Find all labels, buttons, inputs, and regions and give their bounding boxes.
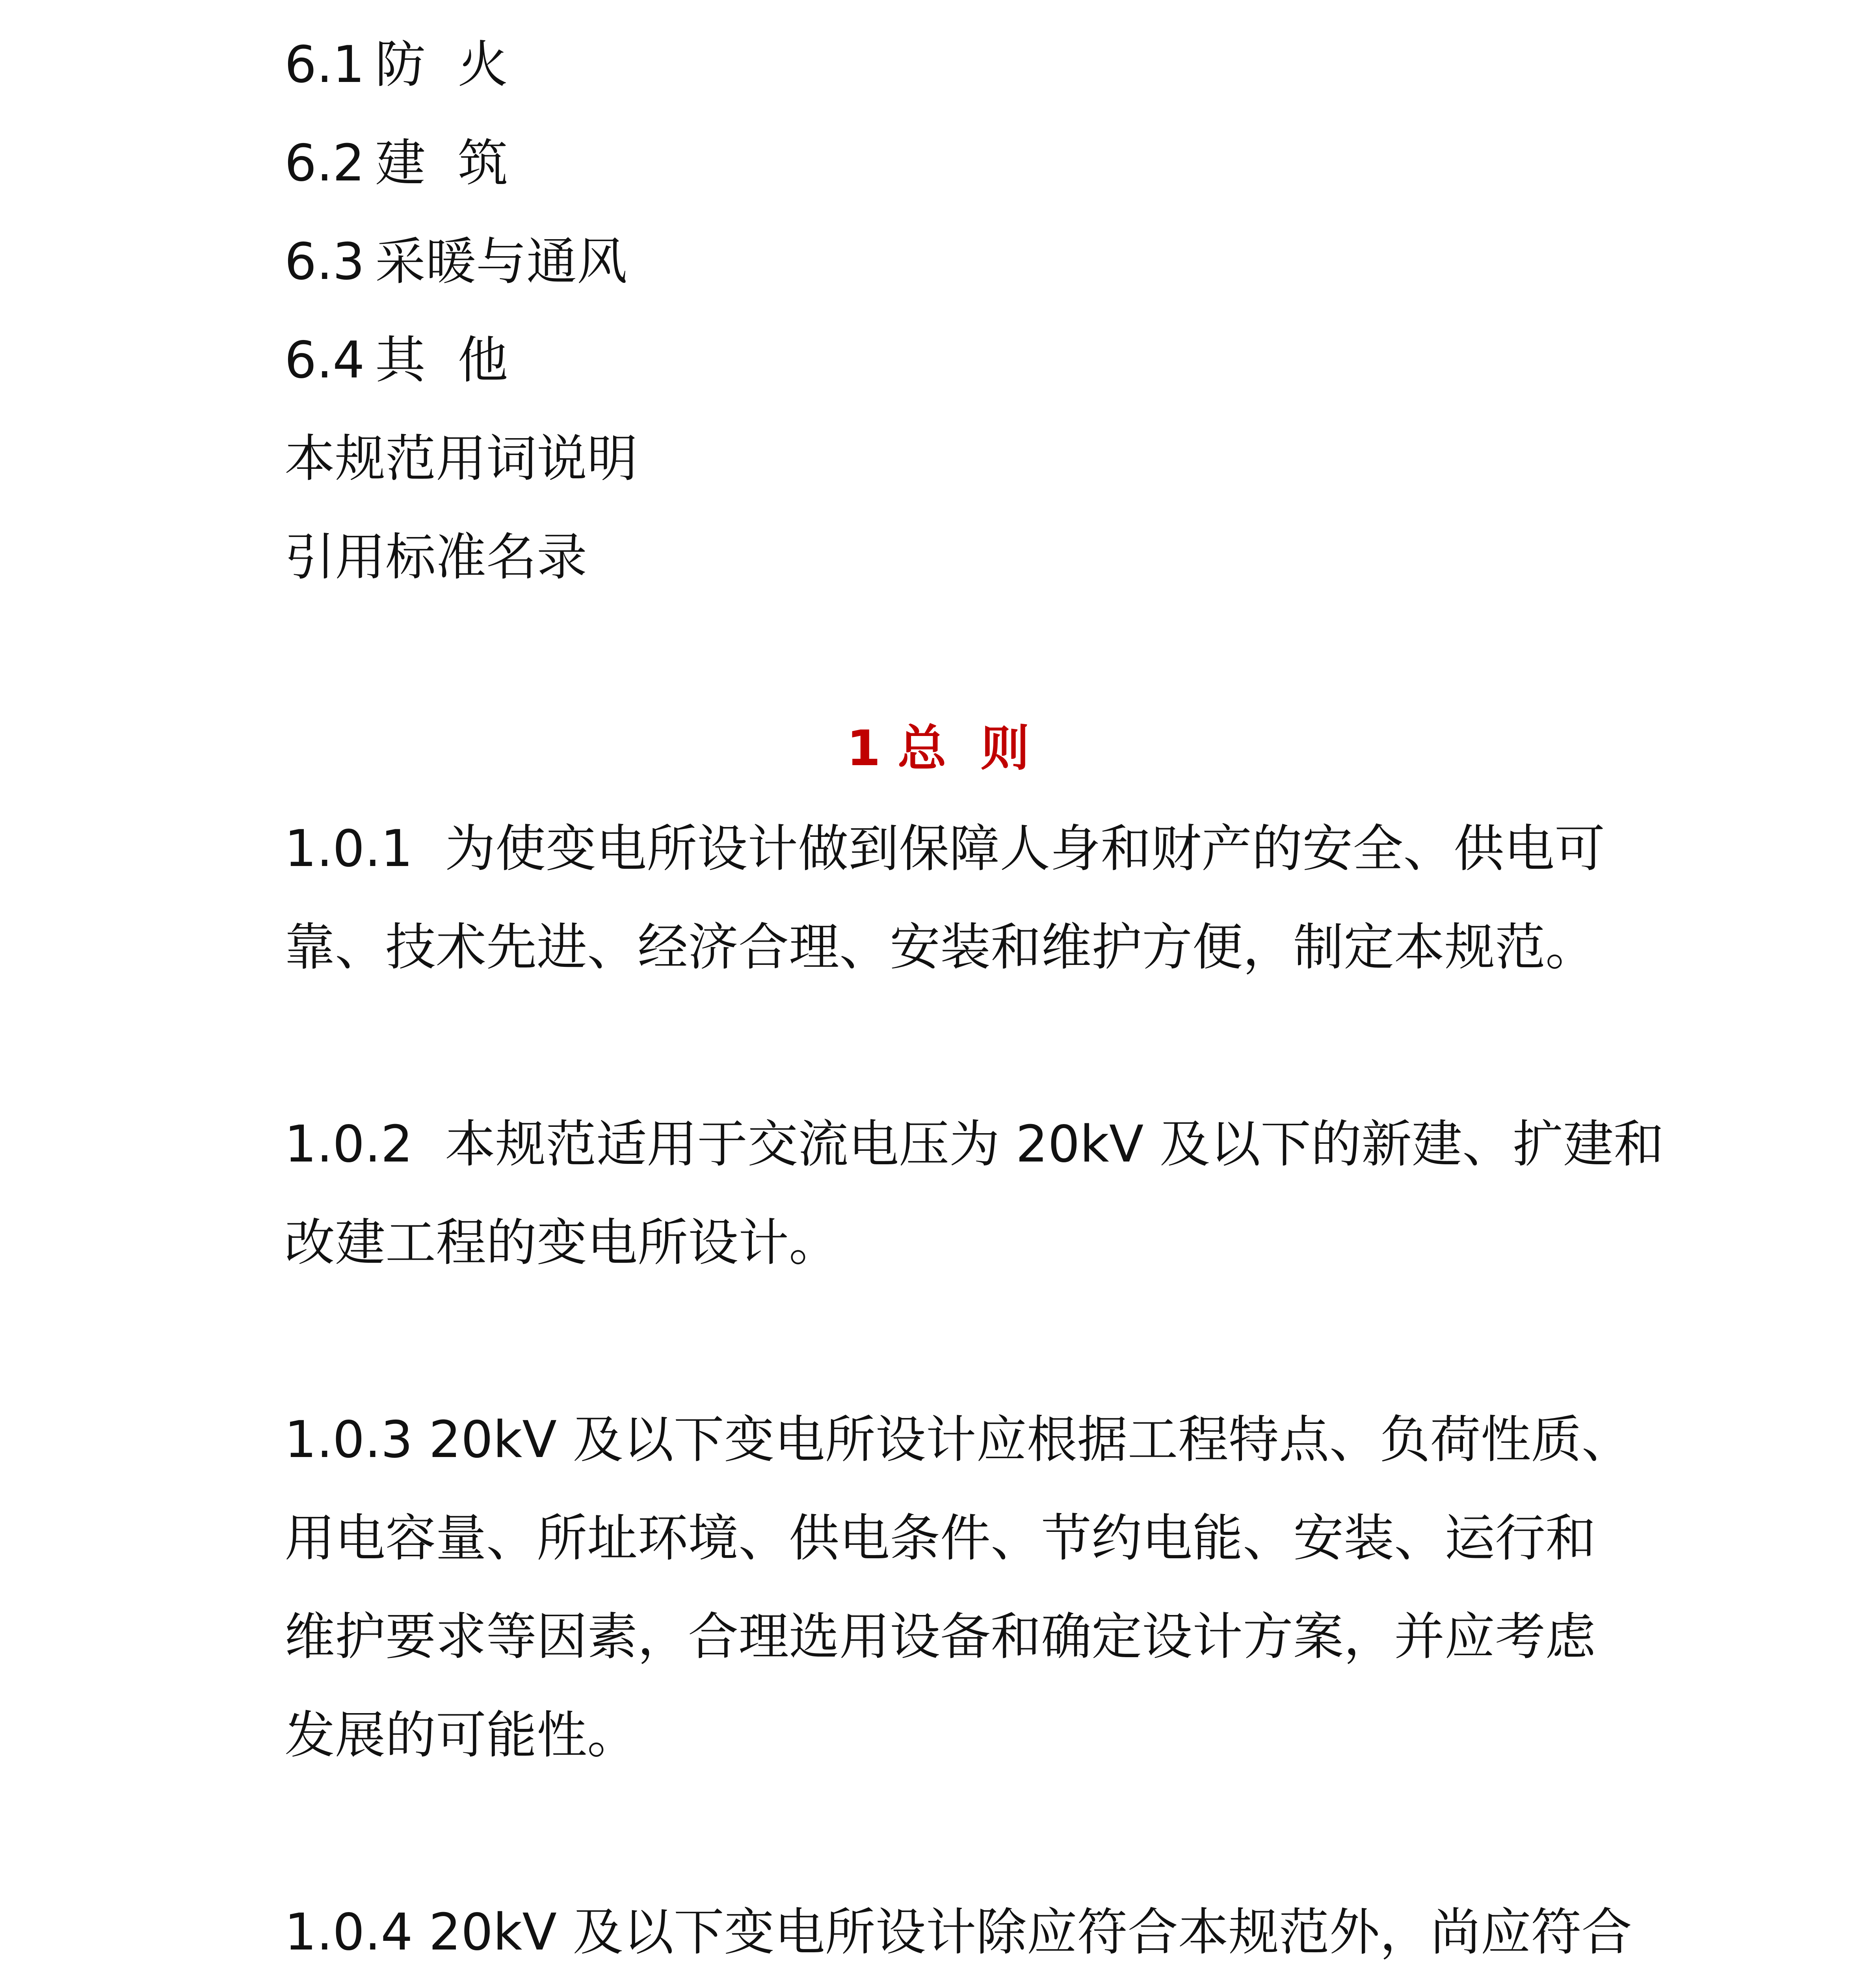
clause-text-line: 1.0.4 20kV 及以下变电所设计除应符合本规范外，尚应符合 <box>284 1903 1632 1962</box>
toc-entry-number: 6.3 <box>284 232 365 291</box>
toc-entry-title: 采暖与通风 <box>375 232 628 291</box>
toc-entry-title: 其 他 <box>375 331 508 390</box>
chapter-heading: 1 总 则 <box>846 720 1030 777</box>
clause-text-line: 靠、技术先进、经济合理、安装和维护方便，制定本规范。 <box>284 918 1596 977</box>
clause-1-0-4 <box>284 1883 1632 1970</box>
toc-entry-title: 建 筑 <box>375 134 508 193</box>
toc-entry[interactable] <box>284 213 1585 311</box>
toc-entry[interactable] <box>284 410 1585 508</box>
toc-entry-title: 引用标准名录 <box>284 528 588 587</box>
toc-entry[interactable] <box>284 508 1585 607</box>
clause-1-0-3 <box>284 1391 1632 1785</box>
clause-text-line: 1.0.2 本规范适用于交流电压为 20kV 及以下的新建、扩建和 <box>284 1115 1664 1174</box>
clause-1-0-2 <box>284 1095 1664 1292</box>
clause-text-line: 1.0.1 为使变电所设计做到保障人身和财产的安全、供电可 <box>284 820 1605 878</box>
clause-text-line: 用电容量、所址环境、供电条件、节约电能、安装、运行和 <box>284 1509 1596 1568</box>
toc-entry-number: 6.1 <box>284 35 365 94</box>
toc-entry-title: 本规范用词说明 <box>284 429 638 488</box>
clause-1-0-1 <box>284 800 1605 997</box>
toc-entry[interactable] <box>284 16 1585 114</box>
toc-entry[interactable] <box>284 311 1585 410</box>
toc-entry-title: 防 火 <box>375 35 508 94</box>
toc-entry[interactable] <box>284 114 1585 213</box>
toc-entry-number: 6.2 <box>284 134 365 193</box>
table-of-contents <box>284 16 1585 607</box>
toc-entry-number: 6.4 <box>284 331 365 390</box>
clause-text-line: 发展的可能性。 <box>284 1706 638 1765</box>
clause-text-line: 改建工程的变电所设计。 <box>284 1214 840 1272</box>
clause-text-line: 维护要求等因素，合理选用设备和确定设计方案，并应考虑 <box>284 1608 1596 1666</box>
clause-text-line: 1.0.3 20kV 及以下变电所设计应根据工程特点、负荷性质、 <box>284 1411 1632 1469</box>
